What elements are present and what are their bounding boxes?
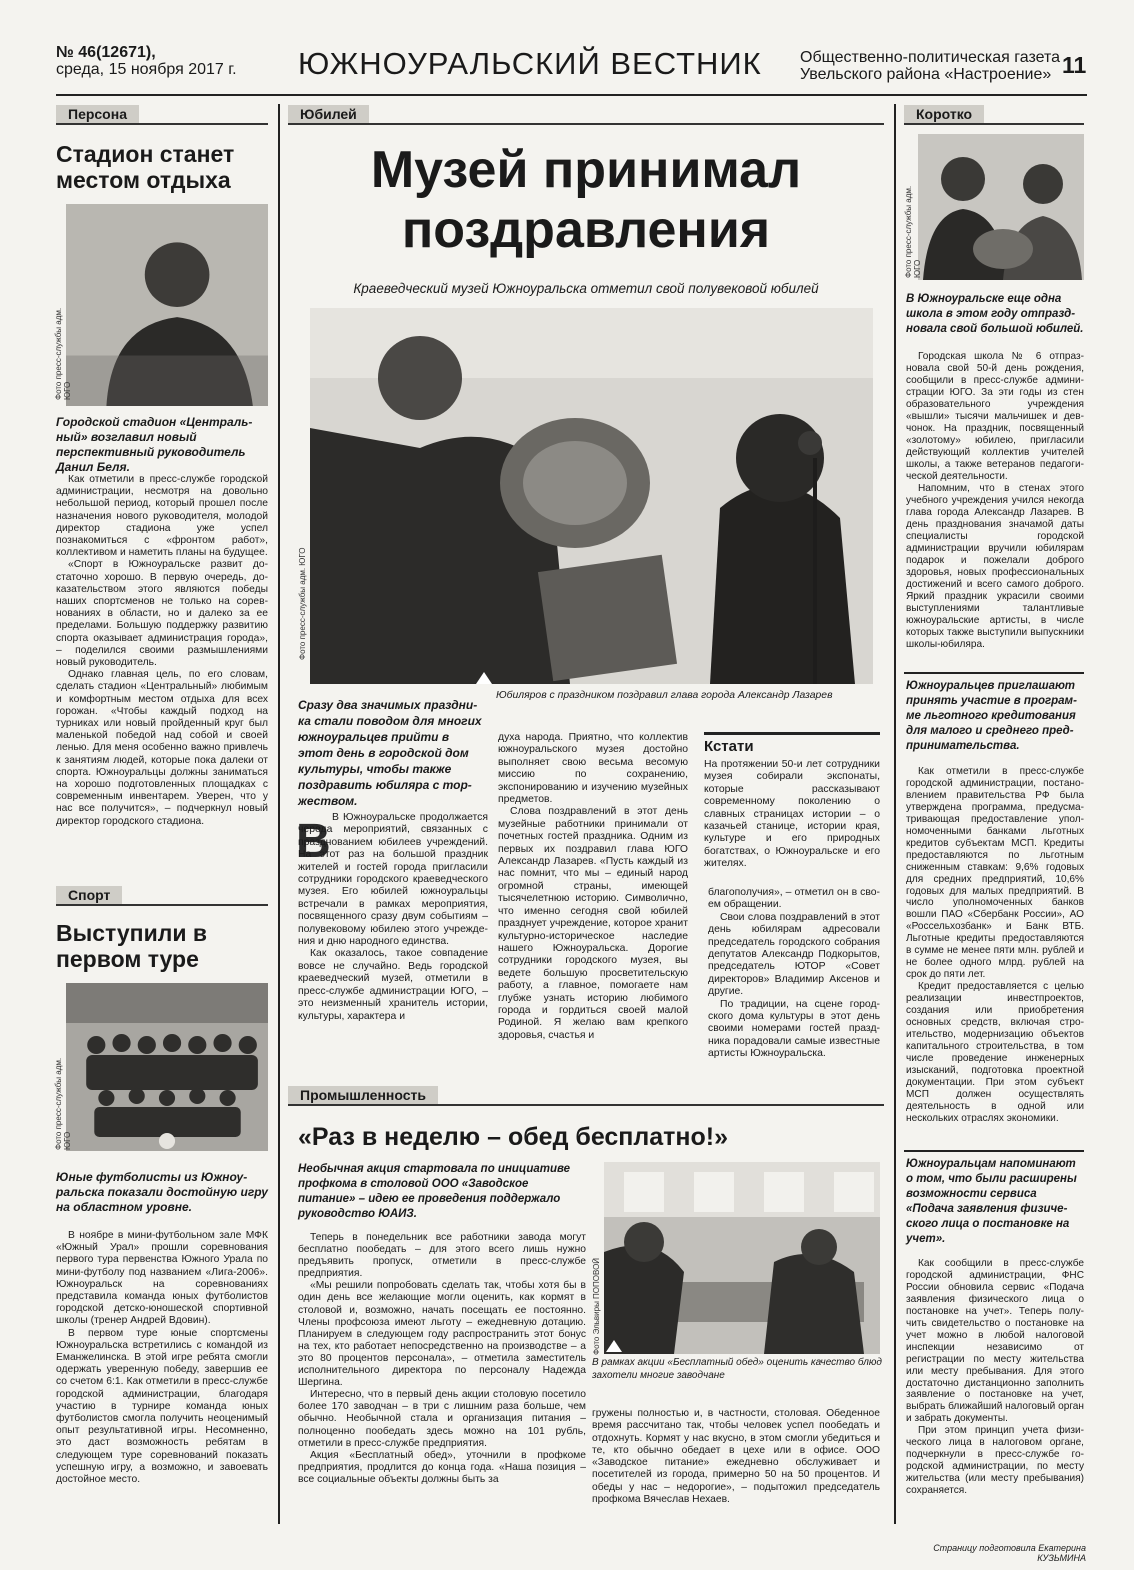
kstati-title: Кстати — [704, 732, 880, 755]
sport-headline: Выступили в первом туре — [56, 920, 207, 972]
jubilee-photo-caption: Юбиляров с праздником поздравил глава города Александр Лазарев — [496, 690, 833, 701]
rubric-jubilee: Юбилей — [288, 105, 884, 125]
sport-paragraph: В ноябре в мини-футбольном зале МФК «Южный Урал» прошли соревнования первого тура первенства Южного Урала по мини-футболу под названием «Лига-2006». Южноуральск на соревнованиях представила команда юных футболистов городской детско-юношеской спортивной школы (тренер Андрей Вдовин). — [56, 1230, 268, 1327]
kstati-text: На протяжении 50-и лет сотрудники музея собирали экспонаты, которые рассказывают современному поколению о славных страницах истории – о казачьей станице, истории края, культуре и его природных богатствах, о Южноуральске и его жителях. — [704, 759, 880, 870]
briefly-photo-credit: Фото пресс-службы адм. ЮГО — [904, 185, 922, 278]
jubilee-headline-line2: поздравления — [401, 201, 771, 259]
sport-photo — [66, 983, 268, 1151]
industry-paragraph: гружены полностью и, в частности, столовая. Обеденное время рассчитано так, чтобы человек успел пообедать и отдохнуть. Кормят у нас вкусно, в этом смогли убедиться и те, кто обычно обедает в цехе или в офисе. ООО «Заводское питание» ежедневно обслуживает и посетителей из города, примерно 50 на 50 процентов. И обеды у нас – недорогие», – подытожил председатель профкома Вячеслав Нехаев. — [592, 1408, 880, 1506]
issue-info — [56, 44, 237, 78]
industry-col1 — [298, 1232, 586, 1486]
jubilee-lead: Сразу два значимых праздника стали поводом для многих южноуральцев прийти в этот день в городской дом культуры, чтобы также поздравить юбиляра с торжеством. — [298, 698, 482, 808]
persona-paragraph: Как отметили в пресс-службе городской администрации, несмотря на довольно небольшой период, который прошел после назначения нового руководителя, молодой директор стадиона уже успел познакомиться с «фронтом работ», коллективом и наметить планы на будущее. — [56, 474, 268, 559]
page-number: 11 — [1062, 52, 1087, 78]
issue-number: № 46(12671), — [56, 44, 156, 61]
publisher-line2: Увельского района «Настроение» — [800, 66, 1052, 83]
jubilee-photo-credit: Фото пресс-службы адм. ЮГО — [298, 547, 307, 660]
briefly-separator — [904, 672, 1084, 674]
briefly-item1-body — [906, 351, 1084, 651]
briefly-item2-body — [906, 766, 1084, 1125]
persona-headline: Стадион станет местом отдыха — [56, 141, 235, 193]
column-rule-right — [894, 104, 896, 1524]
jubilee-headline-line1: Музей принимал — [370, 141, 802, 199]
briefly-separator — [904, 1150, 1084, 1152]
canteen-photo-icon — [604, 1162, 880, 1354]
briefly-item3-lead: Южноуральцам напоминают о том, что были расширены возможности сервиса «Подача заявления физического лица о постановке на учет». — [906, 1158, 1077, 1245]
industry-paragraph: Теперь в понедельник все работники завода могут бесплатно пообедать – для этого всего лишь нужно предъявить пропуск, отметили в пресс-службе предприятия. — [298, 1232, 586, 1280]
jubilee-photo — [310, 308, 873, 684]
jubilee-paragraph: По традиции, на сцене городского дома культуры в этот день своими номерами гостей праздника порадовали самые известные артисты Южноуральска. — [708, 998, 880, 1060]
column-rule-left — [278, 104, 280, 1524]
persona-paragraph: Однако главная цель, по его словам, сделать стадион «Центральный» любимым и комфортным местом отдыха для всех горожан. «Чтобы каждый подход на турниках или новый пройденный круг был маленькой победой над собой и своей ленью. Для меня особенно важно привлечь к занятиям людей, которые пока далеки от спорта. Южноуральцы должны заниматься на хорошо подготовленных площадках с современным инвентарем. Уверен, что у нас все получится», – подчеркнул новый директор городского стадиона. — [56, 669, 268, 827]
issue-date: среда, 15 ноября 2017 г. — [56, 61, 237, 78]
industry-photo-credit: Фото Эльвиры ПОПОВОЙ — [592, 1257, 601, 1355]
jubilee-col2 — [498, 732, 688, 1042]
industry-lead: Необычная акция стартовала по инициативе профкома в столовой ООО «Заводское питание» – идею ее проведения поддержало руководство ЮАИЗ. — [298, 1163, 571, 1220]
persona-lead: Городской стадион «Центральный» возглавил новый перспективный руководитель Данил Беля. — [56, 415, 253, 474]
ceremony-photo-icon — [310, 308, 873, 684]
briefly-paragraph: Как отметили в пресс-службе городской администрации, постановлением правительства РФ была утверждена программа, предусматривающая предоставление уполномоченными банками льготных кредитов субъектам МСП. Кредиты предоставляются по льготным сниженным ставкам: 9,6% годовых для средних предприятий, 10,6% годовых для малых предприятий. В число уполномоченных банков вошли ПАО «Сбербанк России», АО «Россельхозбанк» и Банк ВТБ. Льготные кредиты предоставляются в сумме не менее пяти млн. рублей и не более одного млрд. рублей на срок до пяти лет. — [906, 766, 1084, 981]
jubilee-col1 — [298, 812, 488, 1023]
publisher-line1: Общественно-политическая газета — [800, 49, 1061, 66]
jubilee-subhead: Краеведческий музей Южноуральска отметил свой полувековой юбилей — [353, 281, 819, 296]
caption-pointer-icon — [476, 672, 492, 684]
jubilee-dropcap: В — [296, 815, 331, 868]
jubilee-paragraph: В Южноуральске продолжается череда мероприятий, связанных с празднованием юбилеев учреждений. На этот раз на большой праздник жителей и гостей города пригласили сотрудники городского краеведческого музея. Его юбилей южноуральцы встречали в рамках мероприятия, посвященного сразу двум событиям – полувековому юбилею этого учреждения и дню народного единства. — [298, 812, 488, 948]
rubric-persona: Персона — [56, 105, 268, 125]
briefly-paragraph: При этом принцип учета физического лица в налоговом органе, подчеркнули в пресс-службе городской администрации, по месту жительства (или месту пребывания) сохраняется. — [906, 1425, 1084, 1497]
sport-lead: Юные футболисты из Южноуральска показали достойную игру на областном уровне. — [56, 1170, 268, 1214]
jubilee-col3 — [708, 887, 880, 1061]
industry-paragraph: «Мы решили попробовать сделать так, чтобы хотя бы в один день все желающие могли оценить, как кормят в столовой и, возможно, начать посещать ее постоянно. Члены профсоюза имеют льготу – ежедневную дотацию. Планируем в следующем году распространить этот бонус на тех, кто работает непосредственно на производстве – а это 80 процентов персонала», – отметила заместитель исполнительного директора по персоналу Надежда Шергина. — [298, 1280, 586, 1389]
persona-paragraph: «Спорт в Южноуральске развит достаточно хорошо. В первую очередь, доказательством этого являются победы наших спортсменов не только на соревнованиях в области, но и далеко за ее пределами. Большую поддержку развитию спорта оказывает администрация города», – поделился своими размышлениями новый руководитель. — [56, 559, 268, 669]
briefly-item1-lead: В Южноуральске еще одна школа в этом году отпраздновала свой большой юбилей. — [906, 293, 1084, 335]
publisher-info — [800, 49, 1060, 83]
jubilee-paragraph: Свои слова поздравлений в этот день юбилярам адресовали председатель городского собрания депутатов Александр Подкорытов, председатель ЮТОР «Совет директоров» Владимир Аксенов и другие. — [708, 911, 880, 998]
kstati-box — [704, 732, 880, 871]
sport-paragraph: В первом туре юные спортсмены Южноуральска встретились с командой из Еманжелинска. В этой игре ребята смогли одержать уверенную победу, завершив ее со счетом 6:1. Как отметили в пресс-службе городской администрации, благодаря участию в турнире команда юных футболистов смогла получить неоценимый опыт результативной игры. Несомненно, это даст возможность ребятам в следующем туре соревнований показать успешную игру, а возможно, и завоевать достойное место. — [56, 1327, 268, 1486]
persona-photo-credit: Фото пресс-службы адм. ЮГО — [54, 307, 72, 400]
sport-body — [56, 1230, 268, 1486]
briefly-paragraph: Как сообщили в пресс-службе городской администрации, ФНС России обновила сервис «Подача заявления физического лица о постановке на учет». Теперь получить свидетельство о постановке на учет можно в любой налоговой инспекции независимо от регистрации по месту жительства или месту пребывания. Для этого достаточно дистанционно заполнить заявление о постановке на учет, выбрать ближайший налоговый орган и забрать документы. — [906, 1258, 1084, 1425]
industry-col2 — [592, 1408, 880, 1506]
jubilee-paragraph: благополучия», – отметил он в своем обращении. — [708, 887, 880, 911]
rubric-sport: Спорт — [56, 886, 268, 906]
person-portrait-icon — [66, 204, 268, 406]
persona-body — [56, 474, 268, 828]
persona-photo — [66, 204, 268, 406]
page-credit: Страницу подготовила Екатерина КУЗЬМИНА — [933, 1543, 1086, 1563]
jubilee-paragraph: Слова поздравлений в этот день музейные работники принимали от почетных гостей праздника. Одним из первых их поздравил глава ЮГО Александр Лазарев. «Пусть каждый из нас помнит, что мы – единый народ огромной страны, имеющей тысячелетнюю историю. Символично, что именно сегодня свой юбилей празднует учреждение, которое хранит культурно-историческое наследие нашего Южноуральска. Дорогие сотрудники городского музея, вы ведете большую просветительскую работу, а главное, помогаете нам глубже узнать историю любимого города и гордиться своей малой Родиной. Я желаю вам крепкого здоровья, счастья и — [498, 806, 688, 1041]
industry-headline: «Раз в неделю – обед бесплатно!» — [298, 1123, 729, 1151]
briefly-photo — [918, 134, 1084, 280]
briefly-paragraph: Кредит предоставляется с целью реализации инвестпроектов, создания или приобретения основных средств, включая строительство, модернизацию объектов капитального строительства, в том числе проведение инженерных изысканий, подготовка проектной документации. При этом субъект МСП должен осуществлять деятельность в одной или нескольких отраслях экономики. — [906, 981, 1084, 1124]
industry-paragraph: Акция «Бесплатный обед», уточнили в профкоме предприятия, продлится до конца года. «Наша позиция – все социальные объекты должны быть за — [298, 1449, 586, 1485]
jubilee-headline — [288, 140, 884, 260]
masthead: ЮЖНОУРАЛЬСКИЙ ВЕСТНИК — [298, 46, 762, 81]
industry-paragraph: Интересно, что в первый день акции столовую посетило более 170 заводчан – в три с лишним раза больше, чем обычно. Необычной стала и организация питания – полноценно пообедать здесь можно на 101 рубль, отметили в пресс-службе предприятия. — [298, 1389, 586, 1449]
briefly-item2-lead: Южноуральцев приглашают принять участие в программе льготного кредитования для малого и среднего предпринимательства. — [906, 680, 1077, 752]
football-team-icon — [66, 983, 268, 1151]
caption-pointer-icon — [606, 1340, 622, 1352]
jubilee-paragraph: Как оказалось, такое совпадение вовсе не случайно. Ведь городской краеведческий музей, отметили в пресс-службе администрации ЮГО, – это неизменный хранитель истории, культуры, характера и — [298, 948, 488, 1022]
header-rule — [56, 94, 1087, 96]
industry-photo-caption: В рамках акции «Бесплатный обед» оценить качество блюд захотели многие заводчане — [592, 1357, 882, 1381]
two-women-photo-icon — [918, 134, 1084, 280]
jubilee-paragraph: духа народа. Приятно, что коллектив южноуральского музея достойно выполняет свою весьма весомую миссию по сохранению, экспонированию и изучению музейных предметов. — [498, 732, 688, 806]
rubric-briefly: Коротко — [904, 105, 1084, 125]
briefly-paragraph: Городская школа № 6 отпразновала свой 50-й день рождения, сообщили в пресс-службе администрации ЮГО. За эти годы из стен образовательного учреждения «вышли» тысячи мальчишек и девчонок. На праздник, посвященный «золотому» юбилею, пригласили действующий коллектив учителей школы, а также ветеранов педагогической деятельности. — [906, 351, 1084, 482]
sport-photo-credit: Фото пресс-службы адм. ЮГО — [54, 1057, 72, 1150]
briefly-item3-body — [906, 1258, 1084, 1497]
industry-photo — [604, 1162, 880, 1354]
rubric-industry: Промышленность — [288, 1086, 884, 1106]
briefly-paragraph: Напомним, что в стенах этого учебного учреждения учился некогда глава города Александр Лазарев. В день празднования значамой даты специалисты городской администрации вручили юбилярам подарок и пожелали доброго здоровья, новых профессиональных достижений и всего самого доброго. Яркий праздник украсили своими выступлениями талантливые южноуральские артисты, в числе которых также выступили выпускники школы-юбиляра. — [906, 483, 1084, 650]
